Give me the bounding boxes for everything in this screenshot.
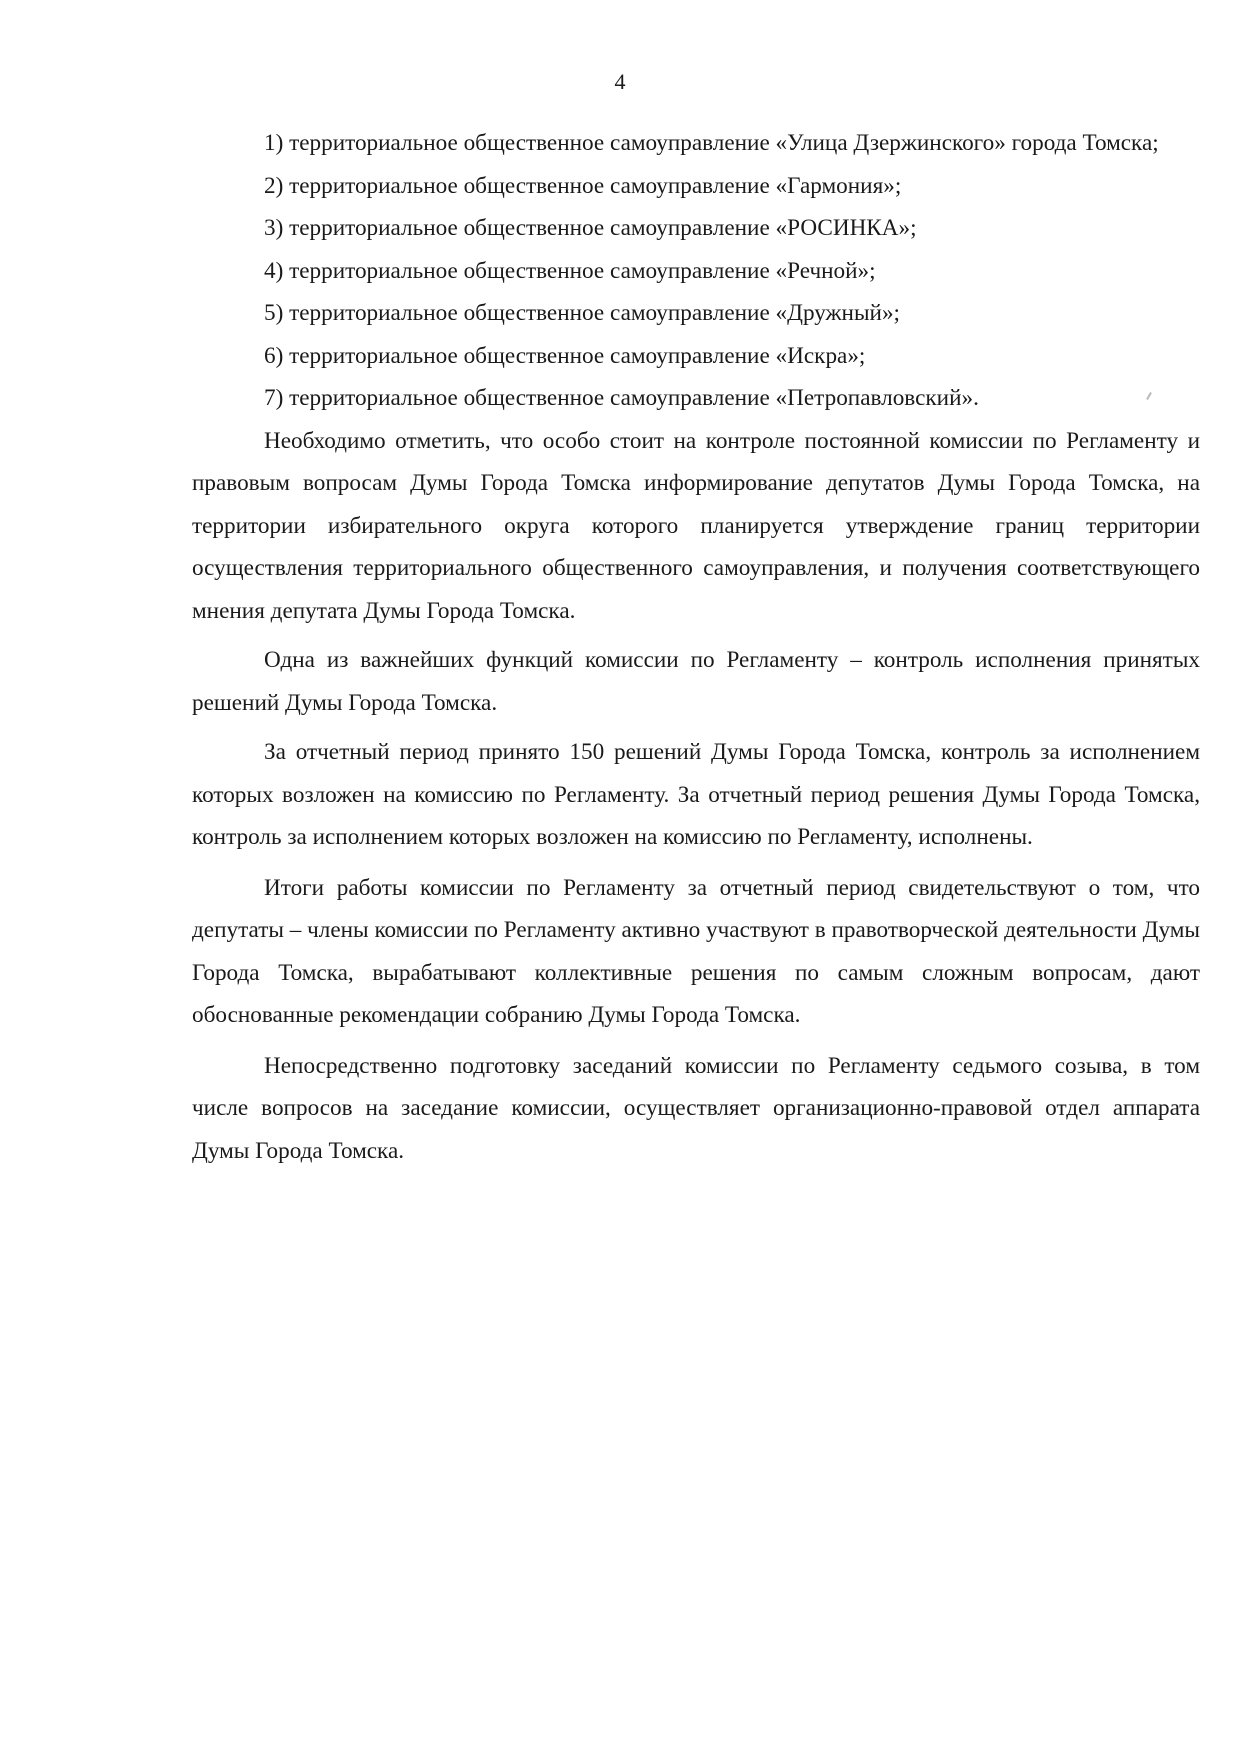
paragraph-control-function: Одна из важнейших функций комиссии по Регламенту – контроль исполнения принятых решений Думы Города Томска. bbox=[192, 647, 1200, 716]
tos-list bbox=[192, 122, 1200, 420]
list-item: 4) территориальное общественное самоуправление «Речной»; bbox=[264, 257, 876, 284]
paragraph-results: Итоги работы комиссии по Регламенту за отчетный период свидетельствуют о том, что депутаты – члены комиссии по Регламенту активно участвуют в правотворческой деятельности Думы Города Томска, вырабатывают коллективные решения по самым сложным вопросам, дают обоснованные рекомендации собранию Думы Города Томска. bbox=[192, 874, 1200, 1028]
page-number: 4 bbox=[614, 69, 626, 94]
list-item: 3) территориальное общественное самоуправление «РОСИНКА»; bbox=[264, 215, 917, 241]
list-item: 2) территориальное общественное самоуправление «Гармония»; bbox=[264, 172, 902, 199]
list-item: 1) территориальное общественное самоуправление «Улица Дзержинского» города Томска; bbox=[264, 130, 1159, 156]
paragraph-preparation: Непосредственно подготовку заседаний комиссии по Регламенту седьмого созыва, в том числе вопросов на заседание комиссии, осуществляет организационно-правовой отдел аппарата Думы Города Томска. bbox=[192, 1052, 1200, 1164]
list-item: 7) территориальное общественное самоуправление «Петропавловский». bbox=[264, 385, 979, 411]
list-item: 6) территориальное общественное самоуправление «Искра»; bbox=[264, 342, 866, 369]
paragraph-informing-deputies: Необходимо отметить, что особо стоит на контроле постоянной комиссии по Регламенту и правовым вопросам Думы Города Томска информирование депутатов Думы Города Томска, на территории избирательного округа которого планируется утверждение границ территории осуществления территориального общественного самоуправления, и получения соответствующего мнения депутата Думы Города Томска. bbox=[192, 427, 1200, 624]
document-body bbox=[192, 122, 1200, 1172]
list-item: 5) территориальное общественное самоуправление «Дружный»; bbox=[264, 300, 900, 326]
paragraph-decisions-count: За отчетный период принято 150 решений Думы Города Томска, контроль за исполнением которых возложен на комиссию по Регламенту. За отчетный период решения Думы Города Томска, контроль за исполнением которых возложен на комиссию по Регламенту, исполнены. bbox=[192, 739, 1200, 850]
